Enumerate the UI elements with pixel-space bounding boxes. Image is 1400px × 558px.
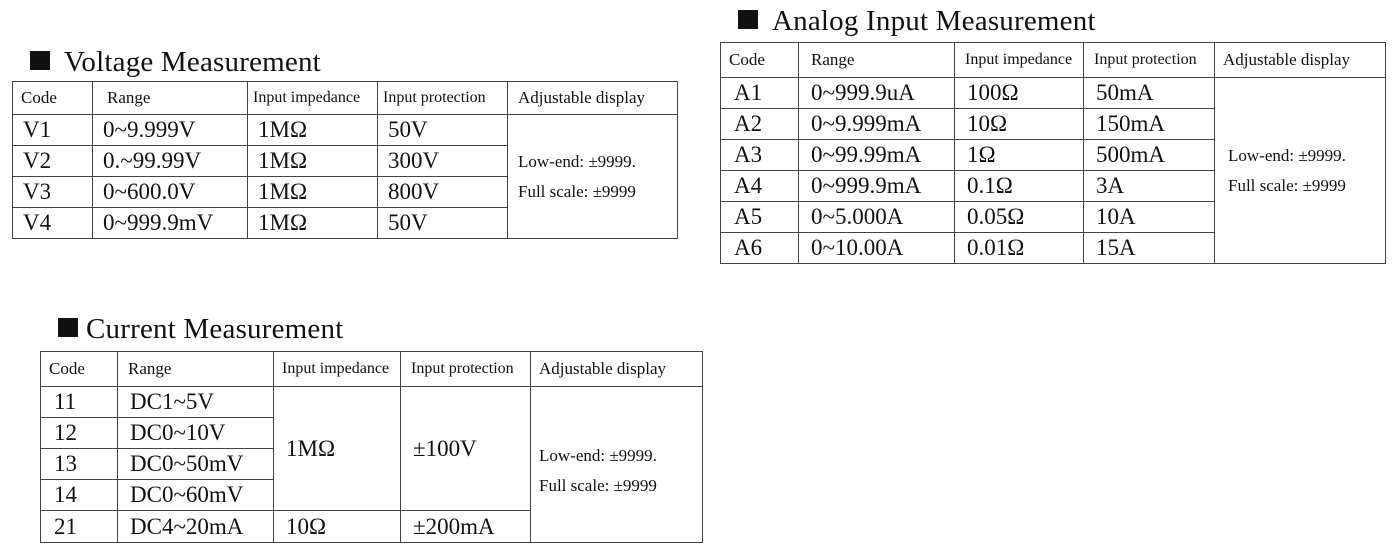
col-header-code: Code <box>41 352 118 387</box>
impedance-cell: 10Ω <box>955 109 1084 140</box>
adjustable-display-cell <box>508 115 678 239</box>
impedance-cell: 1MΩ <box>248 146 378 177</box>
table-header-row <box>13 82 678 115</box>
table-row <box>13 115 678 146</box>
col-header-impedance: Input impedance <box>274 352 401 387</box>
analog-table <box>720 42 1386 264</box>
code-cell: A5 <box>721 202 799 233</box>
protection-cell: 800V <box>378 177 508 208</box>
display-low-end: Low-end: ±9999. <box>539 445 657 465</box>
code-cell: 21 <box>41 511 118 543</box>
current-title-text: Current Measurement <box>86 313 344 345</box>
display-full-scale: Full scale: ±9999 <box>1228 175 1346 195</box>
col-header-code: Code <box>721 43 799 78</box>
impedance-cell: 0.05Ω <box>955 202 1084 233</box>
col-header-impedance: Input impedance <box>955 43 1084 78</box>
range-cell: 0~5.000A <box>799 202 955 233</box>
code-cell: A4 <box>721 171 799 202</box>
col-header-protection: Input protection <box>378 82 508 115</box>
range-cell: DC0~60mV <box>118 480 274 511</box>
current-input-protection-cell: ±200mA <box>401 511 531 543</box>
current-table <box>40 351 703 543</box>
code-cell: 14 <box>41 480 118 511</box>
adjustable-display-cell <box>1215 78 1386 264</box>
table-row <box>721 78 1386 109</box>
col-header-range: Range <box>93 82 248 115</box>
range-cell: 0~10.00A <box>799 233 955 264</box>
table-header-row <box>721 43 1386 78</box>
protection-cell: 50V <box>378 208 508 239</box>
col-header-protection: Input protection <box>1084 43 1215 78</box>
code-cell: 13 <box>41 449 118 480</box>
col-header-display: Adjustable display <box>508 82 678 115</box>
col-header-protection: Input protection <box>401 352 531 387</box>
table-row <box>41 387 703 418</box>
range-cell: 0~99.99mA <box>799 140 955 171</box>
code-cell: V3 <box>13 177 93 208</box>
impedance-cell: 0.01Ω <box>955 233 1084 264</box>
current-input-impedance-cell: 10Ω <box>274 511 401 543</box>
code-cell: V4 <box>13 208 93 239</box>
protection-cell: 500mA <box>1084 140 1215 171</box>
protection-cell: 15A <box>1084 233 1215 264</box>
range-cell: DC0~50mV <box>118 449 274 480</box>
display-full-scale: Full scale: ±9999 <box>518 181 636 201</box>
analog-title-text: Analog Input Measurement <box>772 5 1096 37</box>
current-section-title <box>58 313 343 345</box>
col-header-range: Range <box>799 43 955 78</box>
square-bullet-icon <box>58 318 78 337</box>
protection-cell: 300V <box>378 146 508 177</box>
voltage-title-text: Voltage Measurement <box>64 46 321 78</box>
impedance-cell: 0.1Ω <box>955 171 1084 202</box>
display-low-end: Low-end: ±9999. <box>518 151 636 171</box>
square-bullet-icon <box>30 51 50 70</box>
range-cell: 0~999.9mV <box>93 208 248 239</box>
protection-cell: 50mA <box>1084 78 1215 109</box>
code-cell: 11 <box>41 387 118 418</box>
code-cell: 12 <box>41 418 118 449</box>
code-cell: V1 <box>13 115 93 146</box>
range-cell: DC1~5V <box>118 387 274 418</box>
protection-cell: 150mA <box>1084 109 1215 140</box>
voltage-table <box>12 81 678 239</box>
impedance-cell: 1MΩ <box>248 177 378 208</box>
range-cell: 0~999.9mA <box>799 171 955 202</box>
range-cell: 0~600.0V <box>93 177 248 208</box>
adjustable-display-cell <box>531 387 703 543</box>
col-header-display: Adjustable display <box>531 352 703 387</box>
code-cell: V2 <box>13 146 93 177</box>
code-cell: A1 <box>721 78 799 109</box>
display-low-end: Low-end: ±9999. <box>1228 145 1346 165</box>
square-bullet-icon <box>738 10 758 29</box>
voltage-input-protection-cell: ±100V <box>401 387 531 511</box>
protection-cell: 10A <box>1084 202 1215 233</box>
code-cell: A2 <box>721 109 799 140</box>
impedance-cell: 100Ω <box>955 78 1084 109</box>
impedance-cell: 1MΩ <box>248 208 378 239</box>
range-cell: 0~9.999V <box>93 115 248 146</box>
col-header-impedance: Input impedance <box>248 82 378 115</box>
range-cell: 0~999.9uA <box>799 78 955 109</box>
code-cell: A3 <box>721 140 799 171</box>
range-cell: DC4~20mA <box>118 511 274 543</box>
protection-cell: 50V <box>378 115 508 146</box>
impedance-cell: 1MΩ <box>248 115 378 146</box>
range-cell: DC0~10V <box>118 418 274 449</box>
code-cell: A6 <box>721 233 799 264</box>
col-header-code: Code <box>13 82 93 115</box>
col-header-range: Range <box>118 352 274 387</box>
range-cell: 0~9.999mA <box>799 109 955 140</box>
protection-cell: 3A <box>1084 171 1215 202</box>
impedance-cell: 1Ω <box>955 140 1084 171</box>
col-header-display: Adjustable display <box>1215 43 1386 78</box>
voltage-section-title <box>30 46 321 78</box>
range-cell: 0.~99.99V <box>93 146 248 177</box>
table-header-row <box>41 352 703 387</box>
voltage-input-impedance-cell: 1MΩ <box>274 387 401 511</box>
display-full-scale: Full scale: ±9999 <box>539 475 657 495</box>
analog-section-title <box>738 5 1096 37</box>
